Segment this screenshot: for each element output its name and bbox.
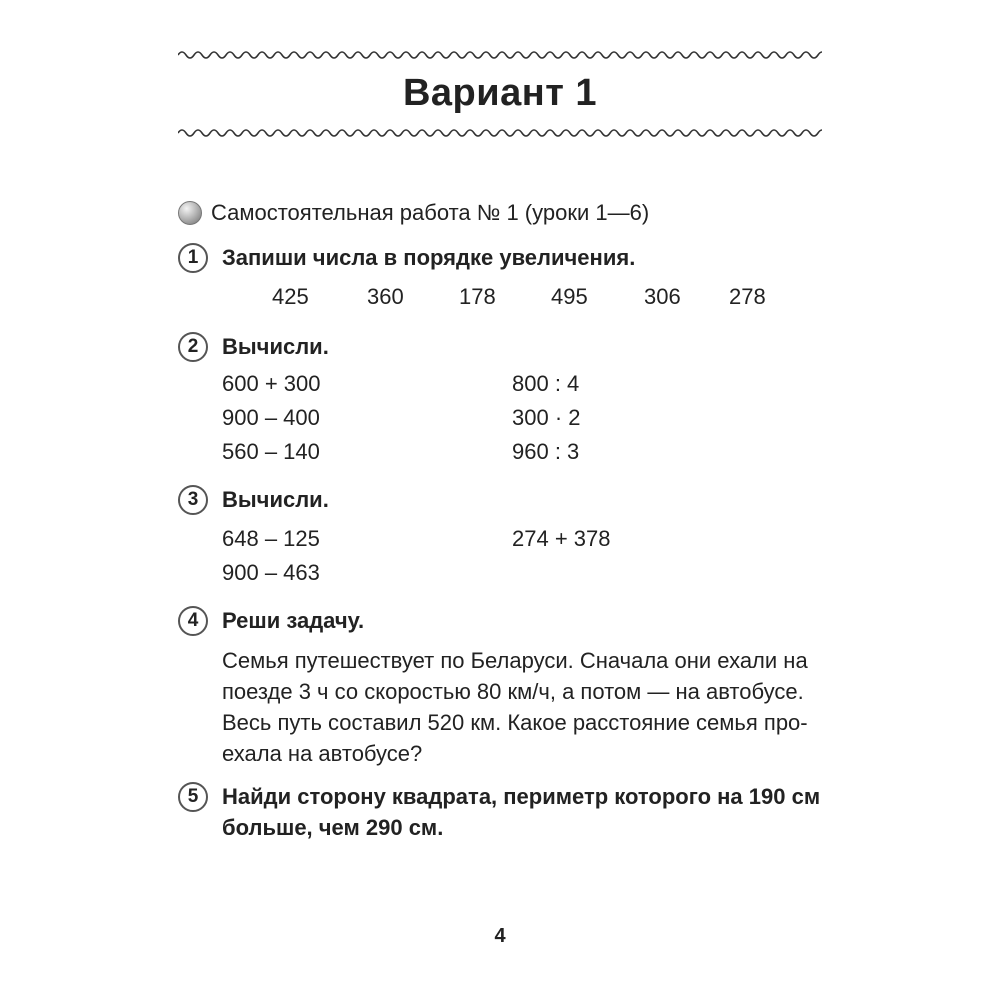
expression: 648 – 125: [222, 526, 320, 551]
expression: 900 – 463: [222, 560, 320, 585]
task-3-heading: [178, 485, 329, 515]
task-prompt-line: больше, чем 290 см.: [222, 815, 444, 840]
section-label: Самостоятельная работа № 1 (уроки 1—6): [211, 200, 650, 225]
expression: 274 + 378: [512, 526, 611, 551]
task-number-circle-icon: 4: [178, 606, 208, 636]
text-line: поезде 3 ч со скоростью 80 км/ч, а потом — на автобусе.: [222, 679, 804, 704]
task-2-heading: [178, 332, 329, 362]
task-prompt-line: Найди сторону квадрата, периметр которого на 190 см: [222, 784, 821, 809]
task-prompt: Вычисли.: [222, 487, 329, 512]
text-line: Весь путь составил 520 км. Какое расстояние семья про-: [222, 710, 808, 735]
expression: 900 – 400: [222, 405, 320, 430]
expression: 800 : 4: [512, 371, 580, 396]
task-number-circle-icon: 3: [178, 485, 208, 515]
number-item: 178: [459, 284, 496, 309]
expression: 600 + 300: [222, 371, 321, 396]
expression: 960 : 3: [512, 439, 580, 464]
text-line: Семья путешествует по Беларуси. Сначала они ехали на: [222, 648, 808, 673]
task-5-heading: [178, 781, 820, 843]
sphere-bullet-icon: [178, 201, 202, 225]
number-item: 425: [272, 284, 309, 309]
task-number-circle-icon: 2: [178, 332, 208, 362]
number-item: 278: [729, 284, 766, 309]
section-heading: [178, 200, 649, 226]
expression: 300 · 2: [512, 405, 581, 430]
task-prompt: Реши задачу.: [222, 608, 365, 633]
task-number-circle-icon: 1: [178, 243, 208, 273]
task-prompt: Запиши числа в порядке увеличения.: [222, 245, 636, 270]
number-item: 495: [551, 284, 588, 309]
text-line: ехала на автобусе?: [222, 741, 423, 766]
task-prompt: Вычисли.: [222, 334, 329, 359]
task-4-heading: [178, 606, 364, 636]
number-item: 360: [367, 284, 404, 309]
word-problem-text: [222, 645, 832, 769]
page-number: 4: [494, 925, 506, 947]
task-number-circle-icon: 5: [178, 782, 208, 812]
task-1-heading: [178, 243, 635, 273]
number-item: 306: [644, 284, 681, 309]
expression: 560 – 140: [222, 439, 320, 464]
bottom-wavy-divider: [178, 126, 822, 140]
page-title: Вариант 1: [402, 72, 598, 114]
top-wavy-divider: [178, 48, 822, 62]
